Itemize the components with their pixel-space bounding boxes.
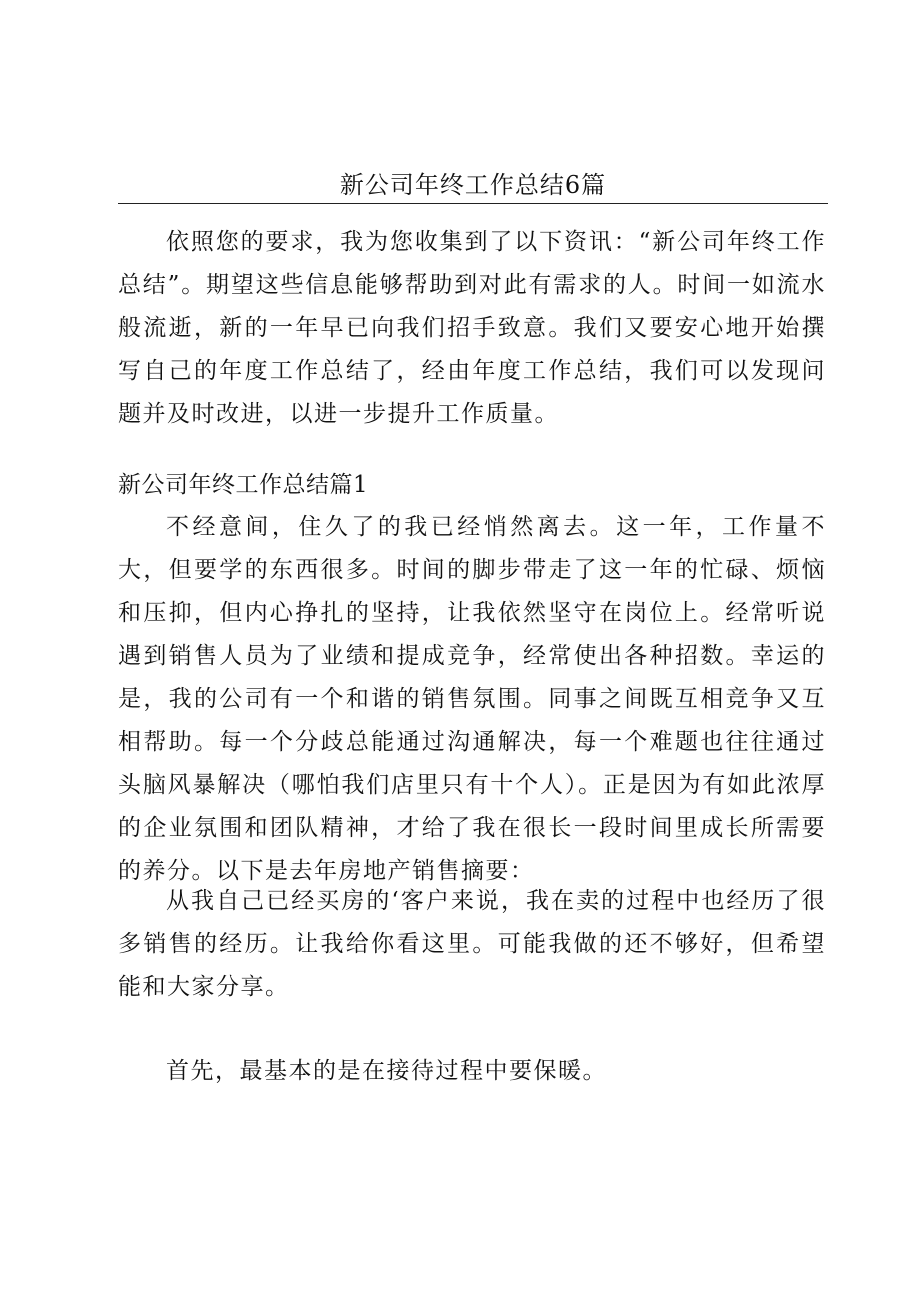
intro-paragraph: 依照您的要求，我为您收集到了以下资讯：“新公司年终工作总结”。期望这些信息能够帮助到对此有需求的人。时间一如流水般流逝，新的一年早已向我们招手致意。我们又要安心地开始撰写自己的年度工作总结了，经由年度工作总结，我们可以发现问题并及时改进，以进一步提升工作质量。 [118,229,826,427]
document-title: 新公司年终工作总结6篇 [339,171,607,199]
body-paragraph: 首先，最基本的是在接待过程中要保暖。 [166,1058,607,1084]
title-underline [118,203,828,204]
section-heading: 新公司年终工作总结篇1 [118,472,369,498]
body-paragraph: 不经意间，住久了的我已经悄然离去。这一年，工作量不大，但要学的东西很多。时间的脚步带走了这一年的忙碌、烦恼和压抑，但内心挣扎的坚持，让我依然坚守在岗位上。经常听说遇到销售人员为了业绩和提成竞争，经常使出各种招数。幸运的是，我的公司有一个和谐的销售氛围。同事之间既互相竞争又互相帮助。每一个分歧总能通过沟通解决，每一个难题也往往通过头脑风暴解决（哪怕我们店里只有十个人）。正是因为有如此浓厚的企业氛围和团队精神，才给了我在很长一段时间里成长所需要的养分。以下是去年房地产销售摘要： [118,514,826,884]
body-paragraph: 从我自己已经买房的‘客户来说，我在卖的过程中也经历了很多销售的经历。让我给你看这里。可能我做的还不够好，但希望能和大家分享。 [118,888,826,1000]
